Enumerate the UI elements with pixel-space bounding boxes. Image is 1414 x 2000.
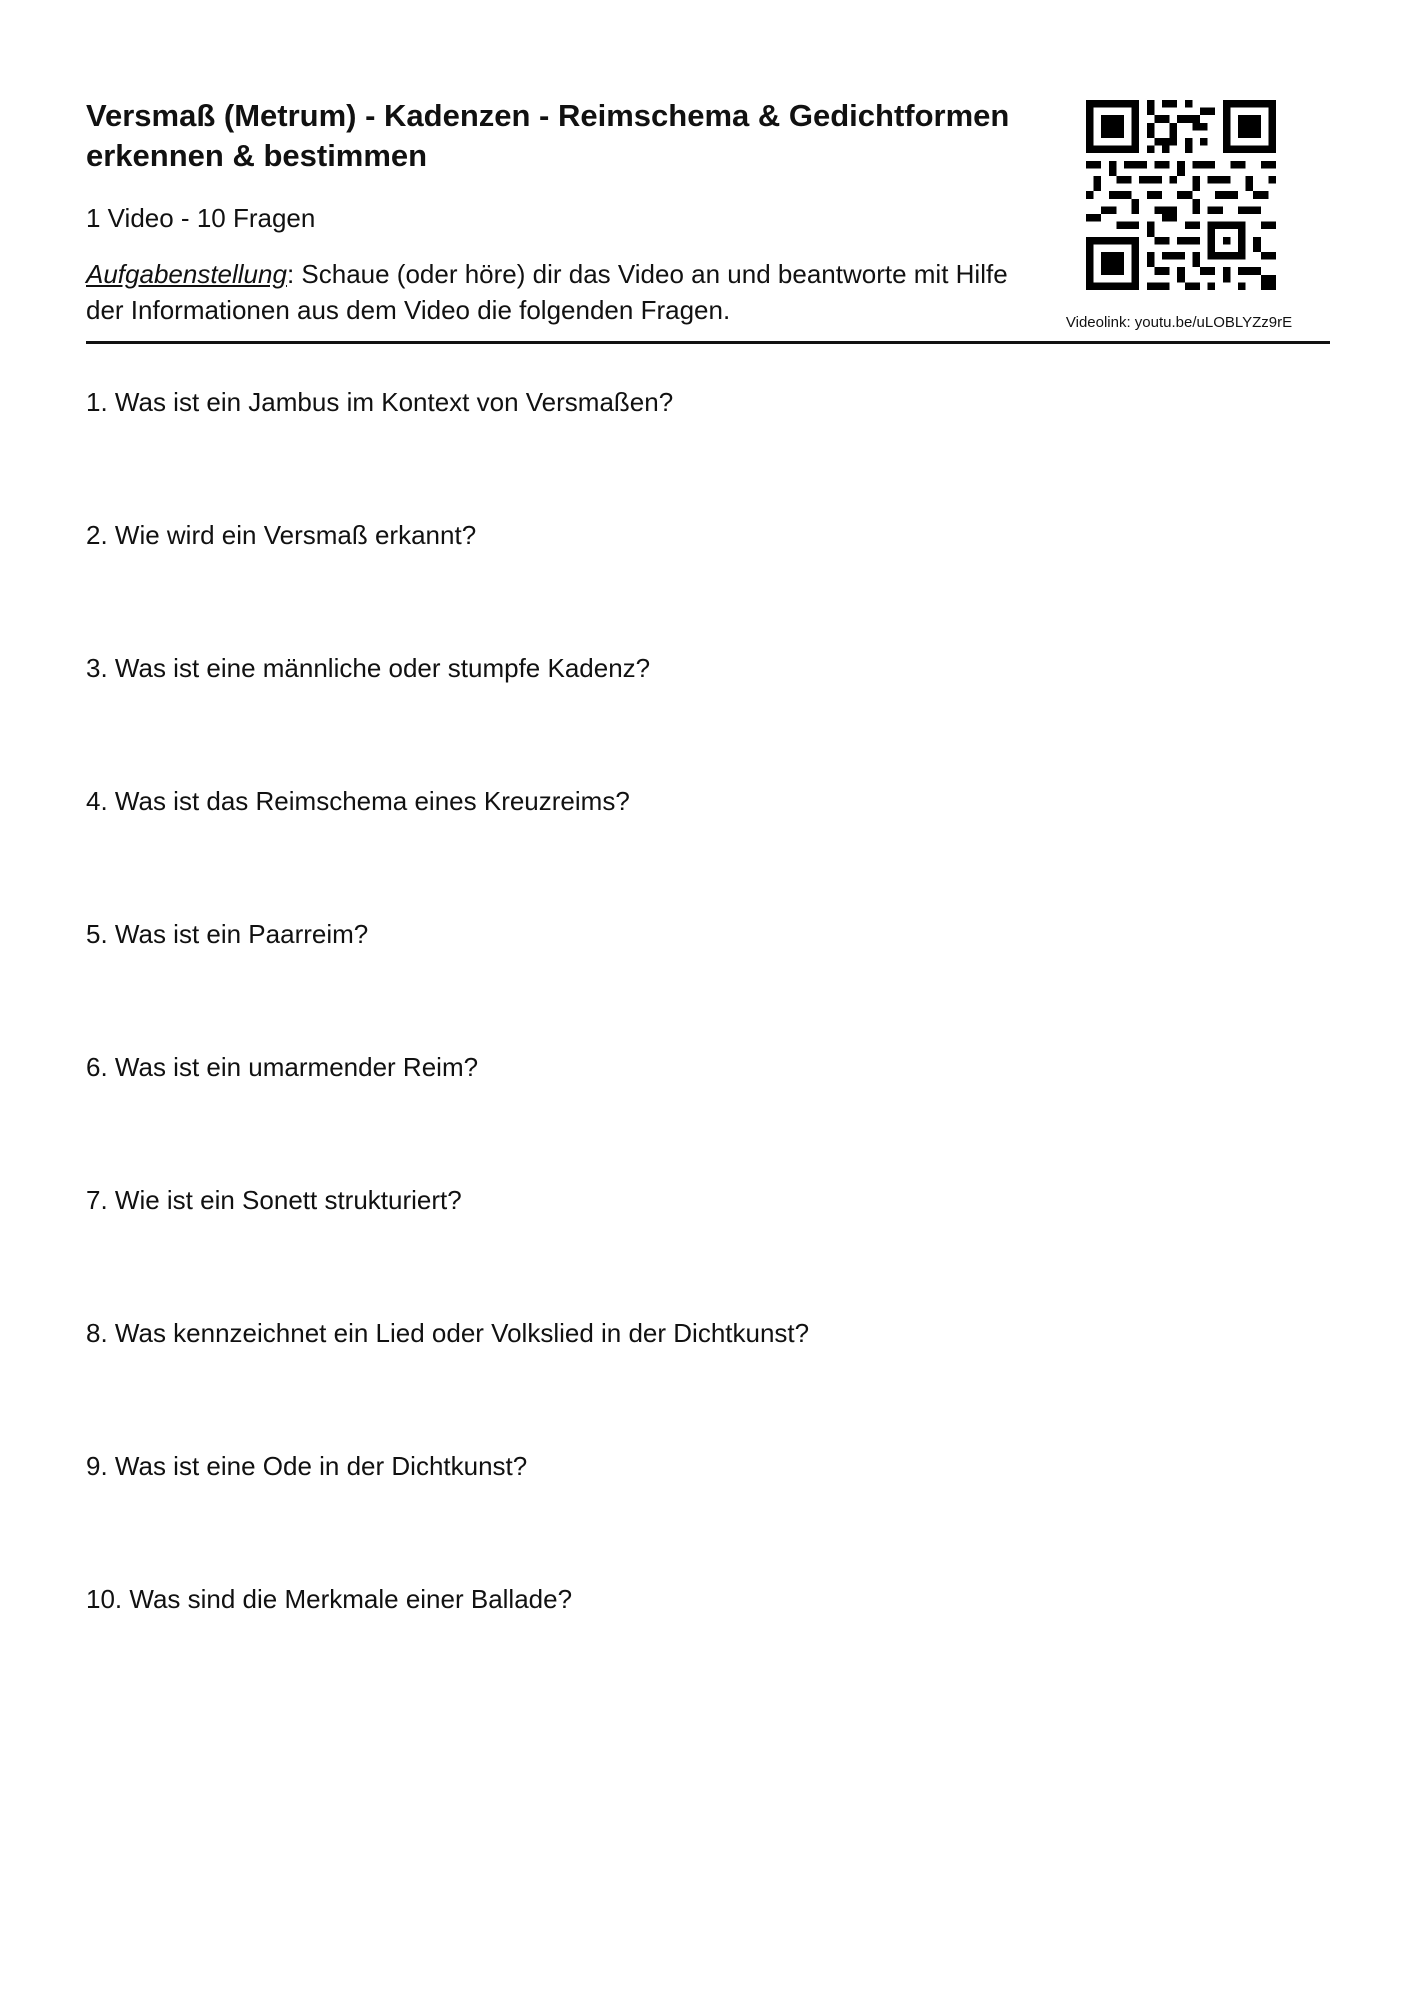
worksheet-title: Versmaß (Metrum) - Kadenzen - Reimschema & Gedichtformen erkennen & bestimmen: [86, 98, 1010, 173]
question-item: 1. Was ist ein Jambus im Kontext von Versmaßen?: [86, 387, 674, 417]
question-item: 3. Was ist eine männliche oder stumpfe Kadenz?: [86, 653, 651, 683]
worksheet-header: [86, 96, 1016, 328]
question-item: 9. Was ist eine Ode in der Dichtkunst?: [86, 1451, 528, 1481]
question-item: 6. Was ist ein umarmender Reim?: [86, 1052, 479, 1082]
question-item: 8. Was kennzeichnet ein Lied oder Volkslied in der Dichtkunst?: [86, 1318, 810, 1348]
question-item: 10. Was sind die Merkmale einer Ballade?: [86, 1584, 573, 1614]
question-item: 4. Was ist das Reimschema eines Kreuzreims?: [86, 786, 630, 816]
video-link[interactable]: Videolink: youtu.be/uLOBLYZz9rE: [1065, 314, 1293, 331]
header-divider: [86, 341, 1330, 344]
task-instructions: [86, 256, 1016, 328]
task-text: : Schaue (oder höre) dir das Video an und beantworte mit Hilfe der Informationen aus dem Video die folgenden Fragen.: [86, 259, 1008, 325]
task-label: Aufgabenstellung: [86, 259, 287, 289]
question-item: 7. Wie ist ein Sonett strukturiert?: [86, 1185, 462, 1215]
question-item: 2. Wie wird ein Versmaß erkannt?: [86, 520, 477, 550]
qr-code-icon: [1086, 100, 1276, 290]
question-list: [86, 386, 1286, 1716]
question-item: 5. Was ist ein Paarreim?: [86, 919, 369, 949]
worksheet-subtitle: 1 Video - 10 Fragen: [86, 203, 316, 233]
